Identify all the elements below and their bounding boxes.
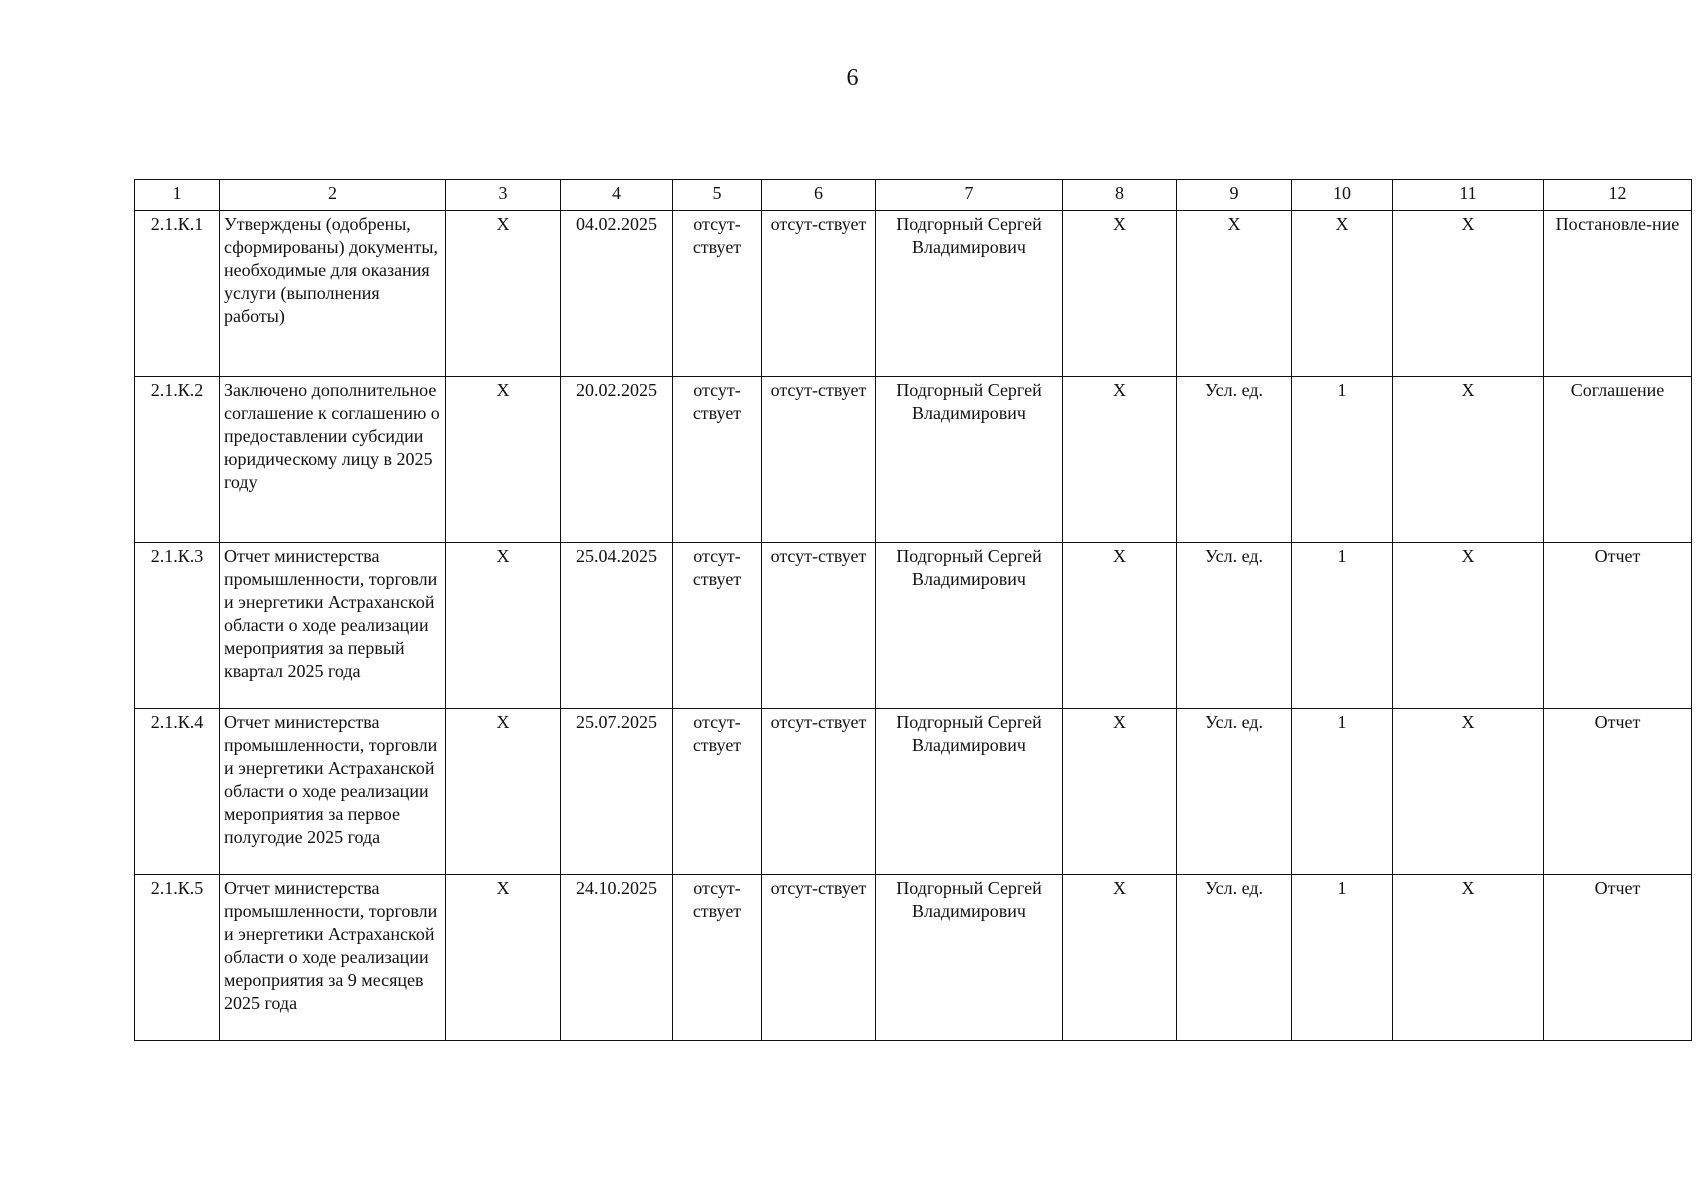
cell-col11: X [1393,211,1544,377]
cell-col6: отсут-ствует [762,709,876,875]
cell-col8: X [1063,543,1177,709]
cell-date: 04.02.2025 [561,211,673,377]
cell-col6: отсут-ствует [762,875,876,1041]
column-header: 6 [762,180,876,211]
column-header: 10 [1292,180,1393,211]
table-row [135,709,1692,875]
cell-col3: X [446,211,561,377]
column-header: 12 [1544,180,1692,211]
column-header: 5 [673,180,762,211]
page-number: 6 [846,65,859,91]
row-code: 2.1.К.5 [135,875,220,1041]
cell-col8: X [1063,875,1177,1041]
cell-col11: X [1393,377,1544,543]
column-header: 7 [876,180,1063,211]
row-description: Отчет министерства промышленности, торговли и энергетики Астраханской области о ходе реализации мероприятия за первое полугодие 2025 года [220,709,446,875]
cell-responsible: Подгорный Сергей Владимирович [876,709,1063,875]
column-number-row [135,180,1692,211]
column-header: 4 [561,180,673,211]
cell-col10: 1 [1292,709,1393,875]
cell-document: Постановле-ние [1544,211,1692,377]
cell-date: 25.04.2025 [561,543,673,709]
cell-col6: отсут-ствует [762,377,876,543]
table-row [135,377,1692,543]
cell-responsible: Подгорный Сергей Владимирович [876,543,1063,709]
cell-col5: отсут-ствует [673,377,762,543]
row-description: Отчет министерства промышленности, торговли и энергетики Астраханской области о ходе реализации мероприятия за первый квартал 2025 года [220,543,446,709]
cell-col3: X [446,709,561,875]
cell-col9: Усл. ед. [1177,709,1292,875]
cell-col6: отсут-ствует [762,543,876,709]
cell-col5: отсут-ствует [673,709,762,875]
cell-responsible: Подгорный Сергей Владимирович [876,377,1063,543]
cell-col11: X [1393,709,1544,875]
cell-col3: X [446,377,561,543]
cell-col3: X [446,875,561,1041]
table-row [135,211,1692,377]
cell-date: 20.02.2025 [561,377,673,543]
row-code: 2.1.К.3 [135,543,220,709]
cell-responsible: Подгорный Сергей Владимирович [876,875,1063,1041]
cell-responsible: Подгорный Сергей Владимирович [876,211,1063,377]
cell-col9: Усл. ед. [1177,875,1292,1041]
column-header: 3 [446,180,561,211]
cell-col10: 1 [1292,543,1393,709]
cell-col9: X [1177,211,1292,377]
cell-date: 24.10.2025 [561,875,673,1041]
cell-col5: отсут-ствует [673,543,762,709]
cell-col5: отсут-ствует [673,211,762,377]
column-header: 11 [1393,180,1544,211]
row-description: Заключено дополнительное соглашение к соглашению о предоставлении субсидии юридическому лицу в 2025 году [220,377,446,543]
control-points-table [134,179,1692,1041]
cell-col8: X [1063,211,1177,377]
row-code: 2.1.К.4 [135,709,220,875]
row-description: Утверждены (одобрены, сформированы) документы, необходимые для оказания услуги (выполнения работы) [220,211,446,377]
cell-col5: отсут-ствует [673,875,762,1041]
cell-date: 25.07.2025 [561,709,673,875]
cell-col6: отсут-ствует [762,211,876,377]
row-code: 2.1.К.1 [135,211,220,377]
cell-col11: X [1393,543,1544,709]
column-header: 8 [1063,180,1177,211]
cell-col11: X [1393,875,1544,1041]
cell-col9: Усл. ед. [1177,543,1292,709]
column-header: 9 [1177,180,1292,211]
cell-document: Отчет [1544,875,1692,1041]
cell-col3: X [446,543,561,709]
cell-document: Отчет [1544,543,1692,709]
cell-col8: X [1063,709,1177,875]
cell-col10: X [1292,211,1393,377]
column-header: 2 [220,180,446,211]
cell-col9: Усл. ед. [1177,377,1292,543]
cell-document: Соглашение [1544,377,1692,543]
cell-col10: 1 [1292,875,1393,1041]
cell-col8: X [1063,377,1177,543]
column-header: 1 [135,180,220,211]
table-row [135,875,1692,1041]
cell-col10: 1 [1292,377,1393,543]
row-description: Отчет министерства промышленности, торговли и энергетики Астраханской области о ходе реализации мероприятия за 9 месяцев 2025 года [220,875,446,1041]
row-code: 2.1.К.2 [135,377,220,543]
cell-document: Отчет [1544,709,1692,875]
table-row [135,543,1692,709]
